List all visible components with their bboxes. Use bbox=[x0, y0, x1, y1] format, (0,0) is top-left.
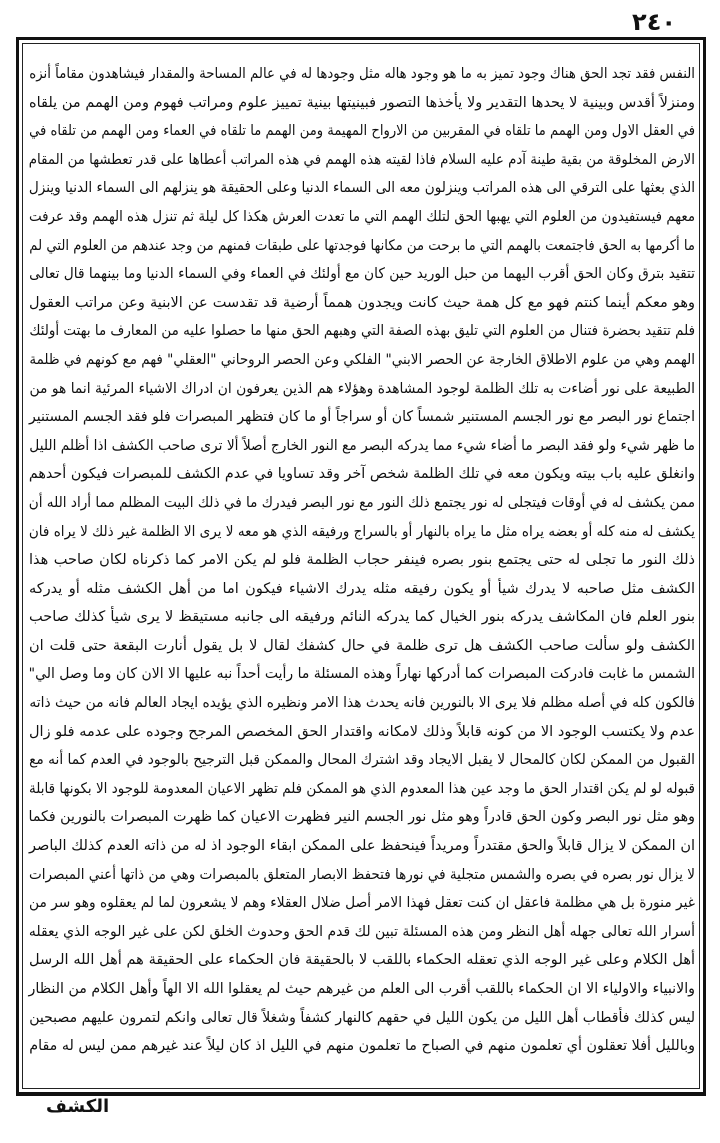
text-line: ذلك النور ما تجلى له حتى يجتمع بنور بصره فينفر حجاب الظلمة فلو لم يكن الامر كما ذكرناه لكان صاحب هذا bbox=[29, 552, 695, 569]
text-line: أسرار الله تعالى جهله أهل النظر ومن هذه المسئلة تبين لك قدم الحق وحدوث الخلق لكن على غير الوجه الذي يعقله bbox=[28, 923, 695, 940]
text-line: الارض المخلوقة من بقية طينة آدم عليه السلام فاذا لقيته هذه الهمم في هذه المراتب أعطاها على قدر تعطشها من المقام bbox=[28, 151, 696, 168]
text-line: في العقل الاول ومن الهمم ما تلقاه في المقربين من الارواح المهيمة ومن الهمم ما تلقاه في العماء ومن الهمم من تلقاه في bbox=[29, 123, 696, 140]
text-line: فالكون كله في أصله مظلم فلا يرى الا بالنورين فانه يحدث هذا الامر ونظيره الذي يؤيده ايجاد العالم فانه من حيث ذاته bbox=[29, 695, 696, 712]
text-line: اجتماع نور البصر مع نور الجسم المستنير شمساً كان أو سراجاً أو ما كان فتظهر المبصرات فلو فقد الجسم المستنير bbox=[29, 409, 696, 426]
text-line: ما أكرمها به الحق فاجتمعت بالهمم التي ما برحت من مكانها فوجدتها على طبقات فمنهم من وجد عندهم من العلوم التي لم bbox=[29, 237, 696, 254]
text-line: عدم ولا يكتسب الوجود الا من كونه قابلاً وذلك لامكانه واقتدار الحق المخصص المرجح وجوده على عدمه فلو زال bbox=[29, 723, 695, 740]
text-line: ليس كذلك فأقطاب أهل الليل من يكون الليل في حقهم كالنهار كشفاً وشغلاً قال تعالى وانكم لتمرون عليهم مصبحين bbox=[29, 1009, 695, 1026]
text-line: ان الممكن لا يزال قابلاً والحق مقتدراً ومريداً فينحفظ على الممكن ابقاء الوجود اذ له من ذاته العدم كذلك الباصر bbox=[29, 838, 695, 855]
page-frame bbox=[16, 37, 706, 1096]
text-line: أهل الكلام وعلى غير الوجه الذي تعقله الحكماء باللقب لا بالحقيقة فان الحكماء على الحقيقة هم أهل الله الرسل bbox=[29, 952, 695, 969]
text-line: الكشف مثل صاحبه لا يدرك شيأ أو يكون رفيقه مثله يدرك الاشياء فيكون اما من أهل الكشف مثله أو يدركه bbox=[29, 580, 695, 597]
text-line: قبوله لو لم يكن اقتدار الحق ما وجد عين هذا المعدوم الذي هو الممكن فلم تظهر الاعيان المعدومة للوجود الا بكونها قابلة bbox=[29, 780, 696, 797]
text-line: النفس فقد تجد الحق هناك وجود تميز به ما هو وجود هاله مثل وجودها له في عالم المساحة والمقدار فيشاهدون مقاماً أنزه bbox=[29, 66, 696, 82]
text-line: الطبيعة على نور أضاءت به تلك الظلمة لوجود المشاهدة وهؤلاء هم الذين يعرفون ان ادراك الاشياء المرئية انما هو من bbox=[29, 380, 696, 397]
text-line: الكشف ولو سألت صاحب الكشف هل ترى ظلمة في حال كشفك لقال لا بل يقول أنارت البقعة حتى قلت ان bbox=[29, 637, 695, 654]
text-line: غير منورة بل هي مظلمة فاعقل ان كنت تعقل فهذا الامر أصل ضلال العقلاء وهم لا يشعرون لما لم يعقلوه وهو سر من bbox=[28, 895, 695, 912]
text-line: والانبياء والاولياء الا ان الحكماء باللقب أقرب الى العلم من غيرهم حيث لم يعقلوا الله الا الهاً وأهل الكلام من النظار bbox=[28, 981, 695, 997]
text-line: يكشف له منه كله أو بعضه يراه مثل ما يراه بالنهار أو بالسراج ورفيقه الذي هو معه لا يرى الا الظلمة غير ذلك لا يراه فان bbox=[28, 523, 696, 540]
body-text bbox=[29, 60, 695, 1061]
text-line: وانغلق عليه باب بيته ويكون معه في تلك الظلمة شخص آخر وقد تساويا في عدم الكشف للمبصرات فيكون أحدهم bbox=[28, 466, 696, 483]
text-line: وبالليل أفلا تعقلون أي تعلمون منهم في الصباح ما تعلمون منهم في الليل اذ كان ليلاً عند غيرهم ممن ليس له مقام bbox=[29, 1038, 696, 1055]
text-line: القبول من الممكن لكان كالمحال لا يقبل الايجاد وقد اشترك المحال والممكن قبل الترجيح بالوجود في العدم كما أنه مع bbox=[29, 752, 695, 769]
catchword: الكشف bbox=[46, 1096, 110, 1117]
text-line: بنور العلم فان المكاشف يدركه بنور الخيال كما يدركه النائم ورفيقه الى جانبه مستيقظ لا يرى شيأ كذلك صاحب bbox=[29, 609, 695, 626]
text-line: لا يزال نور بصره في بصره والشمس متجلية في نورها فتحفظ الابصار المتعلق بالمبصرات وهي من ذاتها أعني المبصرات bbox=[29, 866, 695, 883]
text-line: الذي بعثها على الترقي الى هذه المراتب وينزلون معه الى السماء الدنيا وعلى الحقيقة هو ينزلهم الى السماء الدنيا وينزل bbox=[28, 180, 695, 197]
text-line: وهو معكم أينما كنتم فهو مع كل همة حيث كانت ويجدون همماً أرضية قد تقدست عن الابنية وعن مراتب العقول bbox=[29, 294, 695, 311]
text-line: ممن يكشف له في أوقات فيتجلى له نور يجتمع ذلك النور مع نور البصر فيدرك ما في ذلك البيت المظلم مما أراد الله أن bbox=[28, 494, 695, 511]
text-line: وهو مثل نور البصر وكون الحق قادراً وهو مثل نور الجسم النير فظهرت الاعيان كما ظهرت المبصرات بالنورين فكما bbox=[28, 809, 696, 826]
text-line: ومنزلاً أقدس وبينية لا يحدها التقدير ولا يأخذها التصور فبينيتها بينية تمييز علوم ومراتب فهوم ومن الهمم من يلقاه bbox=[29, 94, 695, 111]
text-line: معهم فيستفيدون من العلوم التي يهبها الحق لتلك الهمم التي ما تعدت العرش هكذا كل ليلة ثم تنزل هذه الهمم وقد عرفت bbox=[28, 208, 696, 225]
text-line: الشمس ما غابت فادركت المبصرات كما أدركها نهاراً وهذه المسئلة ما رأيت أحداً نبه عليها الا الان كان وما وصل الي" bbox=[28, 666, 696, 683]
text-line: فلم تتقيد بحضرة فتنال من العلوم التي تليق بهذه الصفة التي وهبهم الحق منها ما حصلوا عليه من المعارف ما بهتت أولئك bbox=[29, 323, 696, 340]
text-line: الهمم وهي من علوم الاطلاق الخارجة عن الحصر الابني" الفلكي وعن الحصر الروحاني "العقلي" فهم مع كونهم في ظلمة bbox=[29, 351, 696, 368]
page-number: ٢٤٠ bbox=[632, 8, 676, 36]
text-line: ما ظهر شيء ولو فقد البصر ما أضاء شيء مما يدركه البصر مع النور الخارج أصلاً ألا ترى صاحب الكشف اذا أظلم الليل bbox=[29, 437, 696, 454]
text-line: تتقيد بترق وكان الحق أقرب اليهما من حبل الوريد حين كان مع أولئك في العماء وفي السماء الدنيا وما بينهما قال تعالى bbox=[29, 266, 695, 283]
